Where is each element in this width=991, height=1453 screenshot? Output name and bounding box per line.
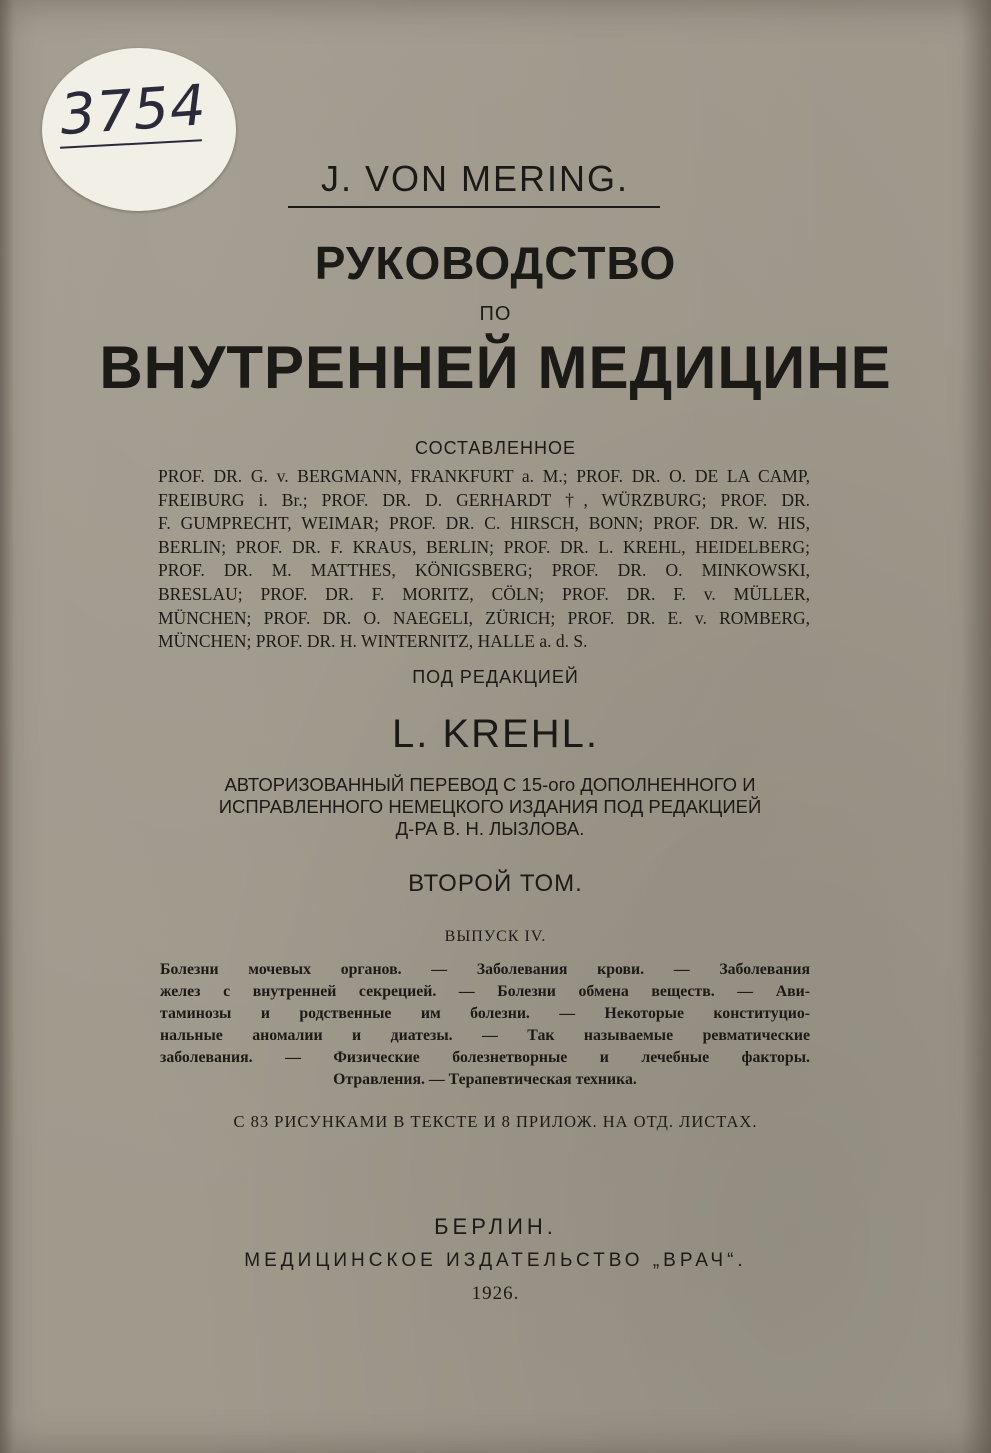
title-line-2: ВНУТРЕННЕЙ МЕДИЦИНЕ xyxy=(99,334,892,401)
sticker-number: 3754 xyxy=(57,73,209,149)
contents-line: таминозы и родственные им болезни. — Некоторые конституцио- xyxy=(160,1005,810,1022)
editor-name: L. KREHL. xyxy=(392,712,599,756)
volume-label: ВТОРОЙ ТОМ. xyxy=(408,870,583,897)
translation-line: Д-РА В. Н. ЛЫЗЛОВА. xyxy=(395,818,585,839)
translation-note xyxy=(180,774,800,840)
contributors-line: PROF. DR. M. MATTHES, KÖNIGSBERG; PROF. DR. O. MINKOWSKI, xyxy=(158,560,810,581)
translation-line: АВТОРИЗОВАННЫЙ ПЕРЕВОД С 15-ого ДОПОЛНЕННОГО И xyxy=(224,774,756,795)
contents-line: Отравления. — Терапевтическая техника. xyxy=(333,1071,637,1088)
figures-note: С 83 РИСУНКАМИ В ТЕКСТЕ И 8 ПРИЛОЖ. НА ОТД. ЛИСТАХ. xyxy=(233,1112,758,1131)
contributors-line: MÜNCHEN; PROF. DR. O. NAEGELI, ZÜRICH; PROF. DR. E. v. ROMBERG, xyxy=(158,607,810,628)
translation-line: ИСПРАВЛЕННОГО НЕМЕЦКОГО ИЗДАНИЯ ПОД РЕДАКЦИЕЙ xyxy=(218,796,762,817)
contents-summary xyxy=(160,959,810,1091)
imprint-year: 1926. xyxy=(471,1283,520,1304)
editor-label: ПОД РЕДАКЦИЕЙ xyxy=(412,667,579,687)
issue-label: ВЫПУСК IV. xyxy=(444,928,547,945)
author-name: J. VON MERING. xyxy=(320,158,630,199)
title-line-1: РУКОВОДСТВО xyxy=(314,237,677,289)
contents-line: нальные аномалии и диатезы. — Так называемые ревматические xyxy=(160,1027,810,1044)
title-preposition: ПО xyxy=(479,303,512,325)
author-rule xyxy=(288,206,660,208)
contributors-line: PROF. DR. G. v. BERGMANN, FRANKFURT a. M.; PROF. DR. O. DE LA CAMP, xyxy=(158,466,810,486)
contents-line: заболевания. — Физические болезнетворные и лечебные факторы. xyxy=(160,1049,810,1066)
contributors-line: FREIBURG i. Br.; PROF. DR. D. GERHARDT †, WÜRZBURG; PROF. DR. xyxy=(158,489,810,510)
contents-line: Болезни мочевых органов. — Заболевания крови. — Заболевания xyxy=(160,961,810,978)
contributors-line: F. GUMPRECHT, WEIMAR; PROF. DR. C. HIRSCH, BONN; PROF. DR. W. HIS, xyxy=(158,513,810,534)
compiled-label: СОСТАВЛЕННОЕ xyxy=(414,438,577,458)
contents-line: желез с внутренней секрецией. — Болезни обмена веществ. — Ави- xyxy=(160,983,810,1000)
contributors-line: MÜNCHEN; PROF. DR. H. WINTERNITZ, HALLE a. d. S. xyxy=(158,631,588,652)
imprint-city: БЕРЛИН. xyxy=(434,1214,557,1239)
contributors-list xyxy=(158,465,810,654)
contributors-line: BERLIN; PROF. DR. F. KRAUS, BERLIN; PROF. DR. L. KREHL, HEIDELBERG; xyxy=(158,536,810,557)
contributors-line: BRESLAU; PROF. DR. F. MORITZ, CÖLN; PROF. DR. F. v. MÜLLER, xyxy=(158,583,810,604)
imprint-publisher: МЕДИЦИНСКОЕ ИЗДАТЕЛЬСТВО „ВРАЧ“. xyxy=(244,1250,747,1271)
